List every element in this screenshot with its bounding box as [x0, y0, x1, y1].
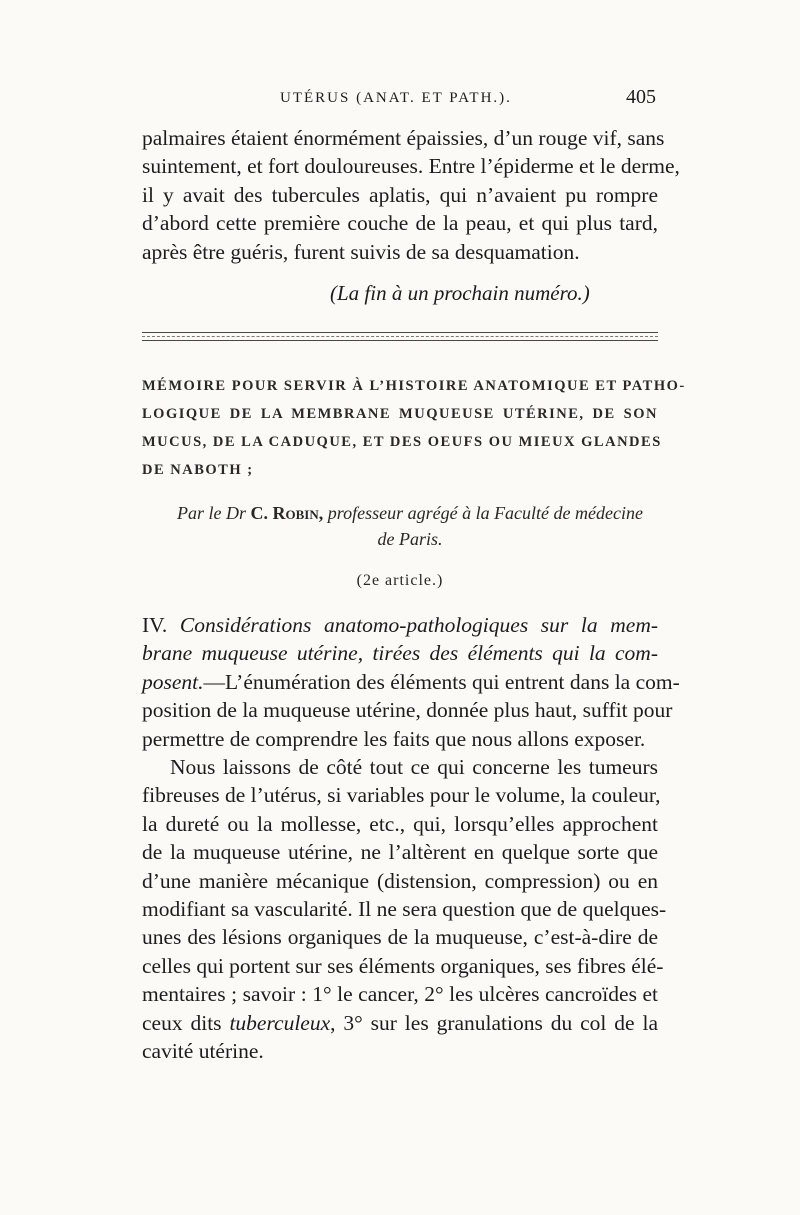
continuation-paragraph [142, 124, 680, 266]
article-title [142, 372, 686, 484]
text-line: position de la muqueuse utérine, donnée plus haut, suffit pour [142, 698, 673, 723]
text-line: modifiant sa vascularité. Il ne sera question que de quelques- [142, 897, 667, 922]
text-line: il y avait des tubercules aplatis, qui n’avaient pu rompre [142, 182, 658, 207]
text-fragment: , 3° sur les granulations du col de la [330, 1010, 658, 1035]
author-role: professeur agrégé à la Faculté de médecine [327, 503, 643, 523]
text-line [142, 668, 680, 696]
byline-prefix: Par le [177, 503, 222, 523]
section-iv-paragraph [142, 611, 680, 753]
section-separator [142, 330, 658, 342]
running-head: UTÉRUS (ANAT. ET PATH.). [280, 90, 512, 106]
text-line [142, 611, 658, 639]
author-name: C. Robin, [250, 503, 324, 523]
title-line: DE NABOTH ; [142, 462, 254, 478]
text-line: permettre de comprendre les faits que nous allons exposer. [142, 726, 646, 751]
text-line: fibreuses de l’utérus, si variables pour le volume, la couleur, [142, 783, 661, 808]
text-line: cavité utérine. [142, 1039, 264, 1064]
page-number: 405 [626, 86, 656, 108]
body-paragraph [142, 753, 667, 1065]
italic-term: tuberculeux [229, 1010, 331, 1035]
text-line: de la muqueuse utérine, ne l’altèrent en quelque sorte que [142, 840, 658, 865]
text-line: celles qui portent sur ses éléments organiques, ses fibres élé- [142, 953, 664, 978]
text-line: d’abord cette première couche de la peau, et qui plus tard, [142, 211, 658, 236]
section-heading-end: posent. [142, 669, 204, 694]
page-header [140, 86, 660, 116]
section-number: IV. [142, 613, 168, 637]
text-line: palmaires étaient énormément épaissies, d’un rouge vif, sans [142, 126, 665, 150]
author-role-place: de Paris. [377, 529, 443, 549]
em-dash: — [203, 669, 226, 694]
title-line: MUCUS, DE LA CADUQUE, ET DES OEUFS OU MIEUX GLANDES [142, 434, 662, 450]
byline [142, 500, 678, 552]
text-fragment: ceux dits [142, 1010, 222, 1035]
text-line: unes des lésions organiques de la muqueuse, c’est-à-dire de [142, 925, 658, 950]
text-line: après être guéris, furent suivis de sa desquamation. [142, 239, 580, 264]
text-line: mentaires ; savoir : 1° le cancer, 2° les ulcères cancroïdes et [142, 982, 658, 1007]
text-line: suintement, et fort douloureuses. Entre l’épiderme et le derme, [142, 154, 680, 179]
text-line: d’une manière mécanique (distension, compression) ou en [142, 868, 658, 893]
section-text: L’énumération des éléments qui entrent dans la com- [225, 669, 680, 694]
title-line: LOGIQUE DE LA MEMBRANE MUQUEUSE UTÉRINE, DE SON [142, 406, 658, 422]
text-line: la dureté ou la mollesse, etc., qui, lorsqu’elles approchent [142, 811, 658, 836]
section-heading-line: brane muqueuse utérine, tirées des éléments qui la com- [142, 641, 658, 666]
article-number: (2e article.) [356, 572, 444, 589]
text-line [142, 1009, 658, 1037]
to-be-continued-note: (La fin à un prochain numéro.) [330, 281, 590, 305]
section-heading: Considérations anatomo-pathologiques sur la mem- [179, 613, 659, 637]
text-line: Nous laissons de côté tout ce qui concerne les tumeurs [170, 755, 658, 779]
title-line: MÉMOIRE POUR SERVIR À L’HISTOIRE ANATOMIQUE ET PATHO- [142, 378, 686, 394]
author-title: Dr [226, 503, 247, 523]
